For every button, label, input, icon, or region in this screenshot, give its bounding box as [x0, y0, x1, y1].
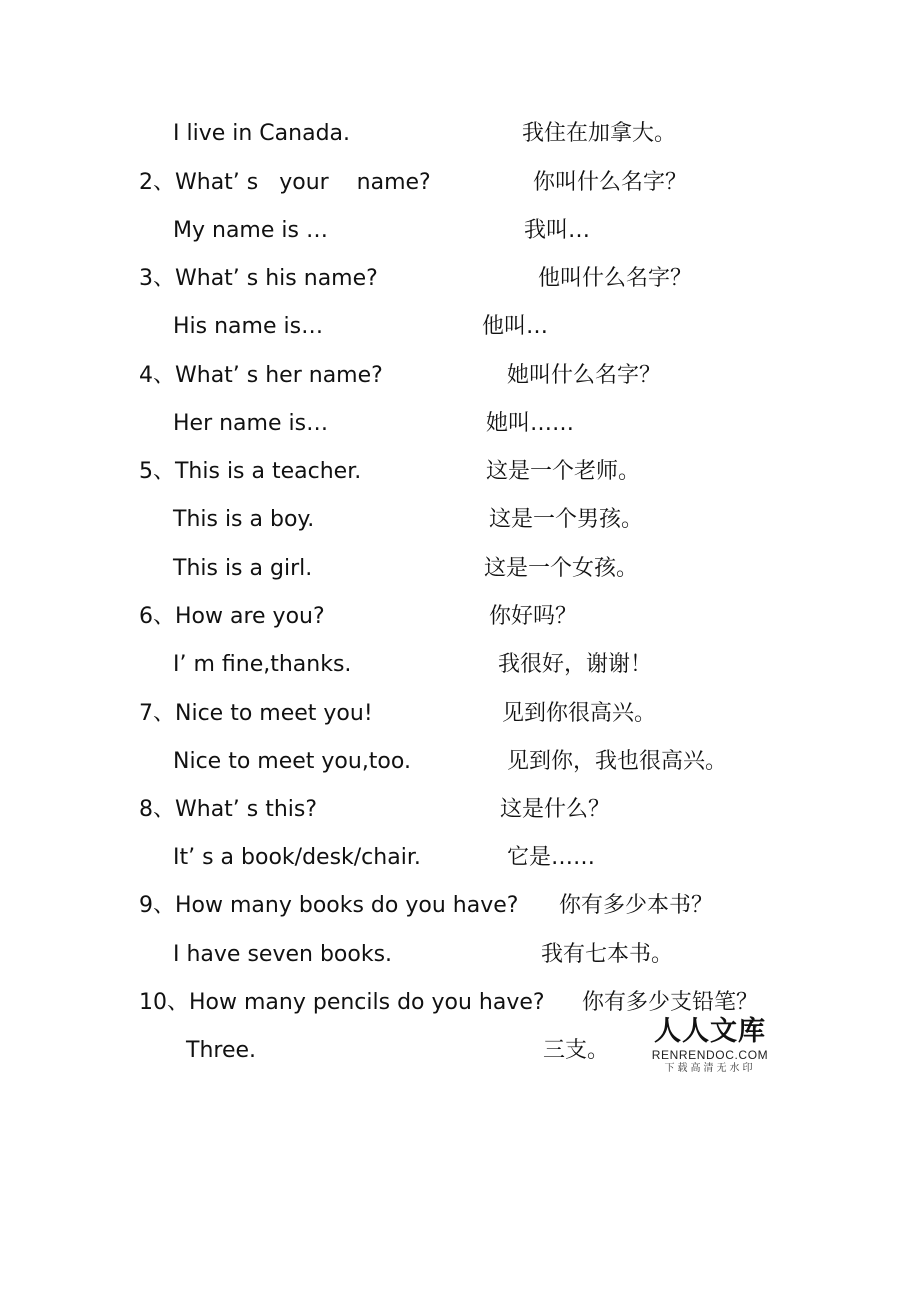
- english-line: Nice to meet you,too.: [173, 749, 411, 774]
- chinese-line: 你有多少支铅笔？: [582, 990, 759, 1015]
- english-line: 7、Nice to meet you!: [139, 701, 373, 726]
- watermark-logo: [646, 1016, 774, 1080]
- english-line: This is a girl.: [173, 556, 313, 581]
- english-line: My name is …: [173, 218, 328, 243]
- english-line: 4、What’ s her name?: [139, 363, 383, 388]
- english-line: 8、What’ s this?: [139, 797, 318, 822]
- english-line: I’ m fine,thanks.: [173, 652, 352, 677]
- chinese-line: 这是一个男孩。: [489, 507, 644, 532]
- watermark-domain: RENRENDOC.COM: [651, 1048, 769, 1062]
- chinese-line: 他叫…: [482, 314, 549, 339]
- chinese-line: 我有七本书。: [541, 942, 674, 967]
- english-line: I live in Canada.: [173, 121, 351, 146]
- chinese-line: 见到你很高兴。: [502, 701, 657, 726]
- english-line: 10、How many pencils do you have?: [139, 990, 545, 1015]
- english-line: 5、This is a teacher.: [139, 459, 362, 484]
- english-line: 6、How are you?: [139, 604, 325, 629]
- chinese-line: 你有多少本书？: [559, 893, 714, 918]
- chinese-line: 见到你，我也很高兴。: [507, 749, 728, 774]
- chinese-line: 她叫……: [486, 411, 575, 436]
- chinese-line: 我住在加拿大。: [522, 121, 677, 146]
- chinese-line: 三支。: [543, 1038, 610, 1063]
- chinese-line: 你好吗？: [489, 604, 578, 629]
- english-line: It’ s a book/desk/chair.: [173, 845, 421, 870]
- chinese-line: 这是一个女孩。: [484, 556, 639, 581]
- chinese-line: 我很好，谢谢！: [498, 652, 653, 677]
- chinese-line: 它是……: [507, 845, 596, 870]
- english-line: I have seven books.: [173, 942, 393, 967]
- watermark-subtitle: 下载高清无水印: [664, 1063, 756, 1074]
- chinese-line: 她叫什么名字？: [507, 363, 662, 388]
- chinese-line: 这是一个老师。: [486, 459, 641, 484]
- watermark-title: 人人文库: [654, 1016, 766, 1047]
- chinese-line: 这是什么？: [500, 797, 611, 822]
- english-line: 3、What’ s his name?: [139, 266, 378, 291]
- chinese-line: 我叫…: [524, 218, 591, 243]
- english-line: 9、How many books do you have?: [139, 893, 519, 918]
- chinese-line: 你叫什么名字？: [533, 170, 688, 195]
- english-line: Three.: [186, 1038, 257, 1063]
- english-line: This is a boy.: [173, 507, 315, 532]
- english-line: His name is…: [173, 314, 324, 339]
- english-line: 2、What’ s your name?: [139, 170, 431, 195]
- english-line: Her name is…: [173, 411, 329, 436]
- chinese-line: 他叫什么名字？: [538, 266, 693, 291]
